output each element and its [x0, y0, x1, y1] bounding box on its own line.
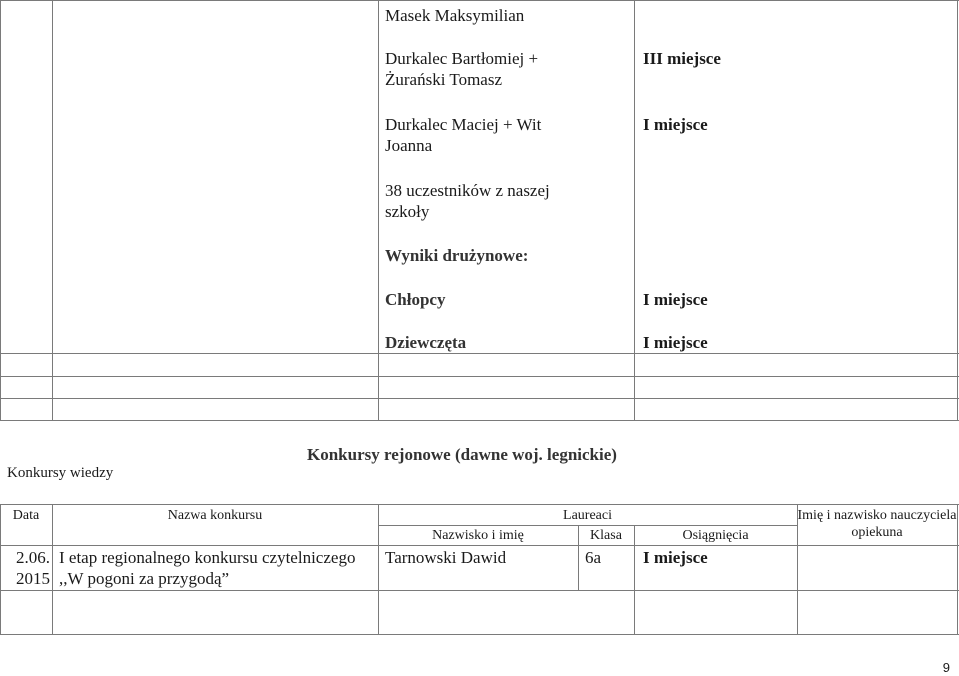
header-teacher: Imię i nazwisko nauczyciela opiekuna [797, 508, 957, 540]
participant-result: III miejsce [643, 49, 721, 68]
participant-result: I miejsce [643, 115, 708, 134]
lower-table-bottom-border [0, 634, 959, 635]
boys-label: Chłopcy [385, 290, 446, 309]
girls-label: Dziewczęta [385, 333, 467, 352]
girls-result: I miejsce [643, 333, 708, 352]
boys-result: I miejsce [643, 290, 708, 309]
lower-table-right-border [957, 504, 958, 634]
participant-name: Masek Maksymilian [385, 6, 525, 25]
upper-col-divider-2 [378, 0, 379, 420]
upper-table-bottom-border [0, 420, 959, 421]
participant-count: 38 uczestników z naszej szkoły [385, 181, 550, 221]
lower-subheader-divider [378, 525, 797, 526]
team-results-label: Wyniki drużynowe: [385, 246, 529, 265]
participant-name: Durkalec Bartłomiej + Żurański Tomasz [385, 49, 539, 89]
row-class: 6a [585, 548, 602, 567]
section-left-label: Konkursy wiedzy [7, 465, 114, 481]
lower-row-divider [0, 590, 959, 591]
lower-header-bottom [0, 545, 959, 546]
upper-table-top-border [0, 0, 959, 1]
header-contest-name: Nazwa konkursu [167, 508, 263, 523]
row-date: 2.06. 2015 [16, 548, 50, 588]
upper-col-divider-3 [634, 0, 635, 420]
upper-row-divider-2 [0, 376, 959, 377]
row-contest: I etap regionalnego konkursu czytelniczego ,,W pogoni za przygodą” [59, 548, 356, 588]
lower-table-top-border [0, 504, 959, 505]
section-title: Konkursy rejonowe (dawne woj. legnickie) [307, 445, 617, 464]
header-date: Data [12, 508, 40, 523]
header-laureates: Laureaci [563, 508, 612, 523]
upper-table-left-border [0, 0, 1, 420]
row-student: Tarnowski Dawid [385, 548, 507, 567]
upper-row-divider-3 [0, 398, 959, 399]
header-student-name: Nazwisko i imię [432, 528, 524, 543]
upper-row-divider-1 [0, 353, 959, 354]
header-achievements: Osiągnięcia [682, 528, 749, 543]
row-achievement: I miejsce [643, 548, 708, 567]
header-class: Klasa [590, 528, 622, 543]
upper-col-divider-1 [52, 0, 53, 420]
upper-table-right-border [957, 0, 958, 420]
page-number: 9 [942, 660, 950, 675]
participant-name: Durkalec Maciej + Wit Joanna [385, 115, 542, 155]
